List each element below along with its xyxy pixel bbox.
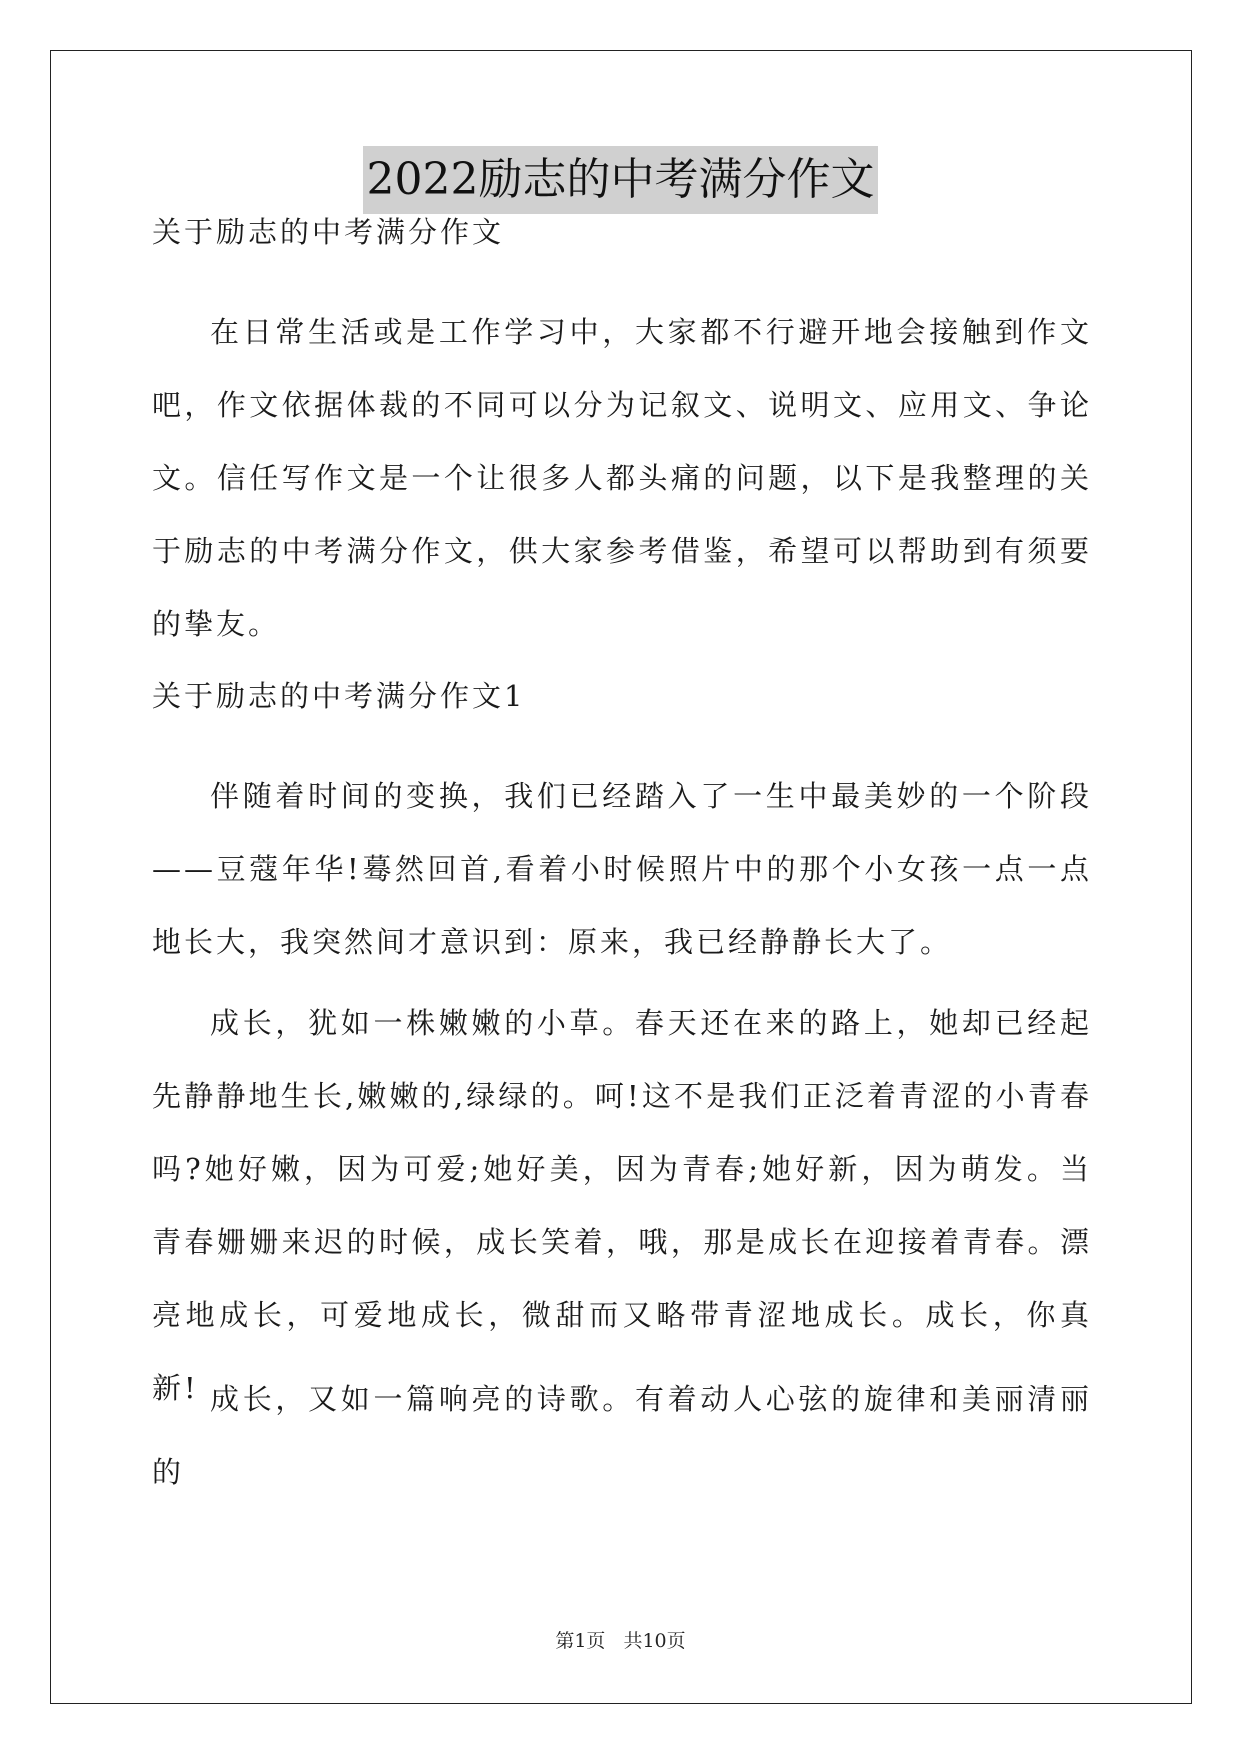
page-number: 第1页 [555, 1630, 606, 1652]
paragraph: 成长，又如一篇响亮的诗歌。有着动人心弦的旋律和美丽清丽的 [152, 1382, 1092, 1489]
paragraph: 在日常生活或是工作学习中，大家都不行避开地会接触到作文吧，作文依据体裁的不同可以分为记叙文、说明文、应用文、争论文。信任写作文是一个让很多人都头痛的问题，以下是我整理的关于励志的中考满分作文，供大家参考借鉴，希望可以帮助到有须要的挚友。 [152, 315, 1092, 641]
paragraph: 伴随着时间的变换，我们已经踏入了一生中最美妙的一个阶段——豆蔻年华!蓦然回首,看着小时候照片中的那个小女孩一点一点地长大，我突然间才意识到：原来，我已经静静长大了。 [152, 779, 1092, 959]
title-container [0, 146, 1241, 214]
section-heading: 关于励志的中考满分作文1 [152, 679, 526, 713]
page-total: 共10页 [623, 1630, 686, 1652]
paragraph: 成长，犹如一株嫩嫩的小草。春天还在来的路上，她却已经起先静静地生长,嫩嫩的,绿绿的。呵!这不是我们正泛着青涩的小青春吗?她好嫩，因为可爱;她好美，因为青春;她好新，因为萌发。当青春姗姗来迟的时候，成长笑着，哦，那是成长在迎接着青春。漂亮地成长，可爱地成长，微甜而又略带青涩地成长。成长，你真新! [152, 1006, 1092, 1405]
document-title: 2022励志的中考满分作文 [363, 146, 879, 214]
page-footer [0, 1626, 1241, 1653]
section-heading: 关于励志的中考满分作文 [152, 215, 505, 249]
